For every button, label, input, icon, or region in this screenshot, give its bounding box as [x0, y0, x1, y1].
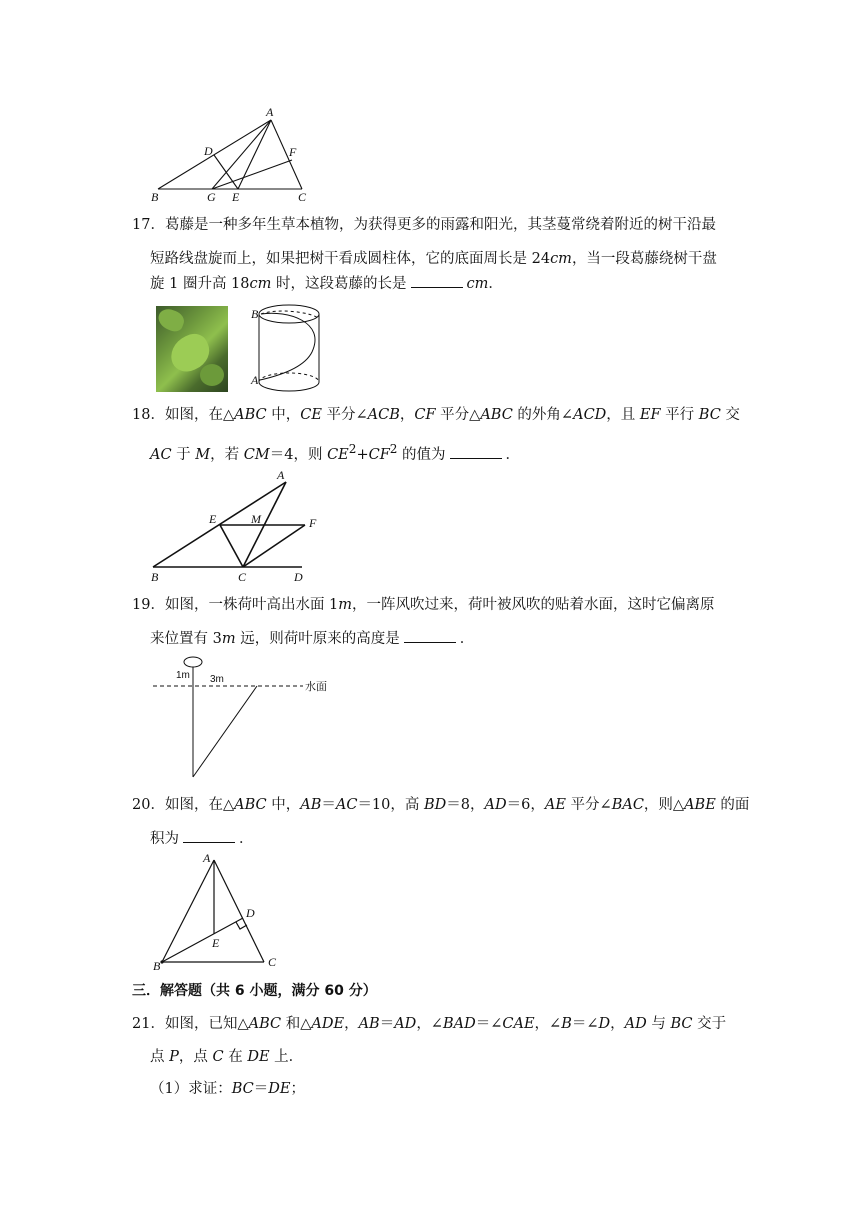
q19-line-1	[132, 595, 715, 615]
text-q18-line2_h: 2	[348, 442, 357, 456]
text-q21-line1_s: 与	[646, 1016, 671, 1032]
q17-line-2	[150, 249, 717, 269]
text-q18-line1_o: 平行	[660, 407, 699, 423]
text-q21-line2_e: 在	[223, 1049, 248, 1065]
text-q18-line1_b: ABC	[234, 407, 267, 423]
text-q18-line2_g: CE	[327, 446, 349, 463]
q20-line-1	[132, 795, 749, 815]
q19-line-2	[150, 628, 474, 649]
text-q21-line1_l: CAE	[502, 1016, 535, 1032]
text-q18-line1_d: CE	[300, 407, 322, 423]
figure-16-triangle	[0, 0, 860, 210]
fig20-label-C: C	[268, 955, 277, 969]
text-q18-line2_m: ．	[505, 446, 521, 463]
text-q18-line2_c: M	[195, 446, 211, 463]
fig19-label-3m: 3m	[210, 674, 224, 685]
fig16-label-B: B	[151, 190, 159, 204]
text-q21-line1_r: AD	[624, 1016, 647, 1032]
fig19-label-water: 水面	[305, 681, 327, 693]
text-q20-line1_a: 20．如图，在△	[132, 797, 235, 813]
fig16-label-A: A	[266, 105, 274, 119]
text-q21-line1_g: ＝	[379, 1016, 395, 1032]
figure-19-lotus	[0, 650, 860, 790]
text-q20-line1_l: AE	[544, 797, 566, 813]
text-q21-line2_g: 上．	[269, 1049, 304, 1065]
text-q20-line1_c: 中，	[266, 797, 301, 813]
answer-blank-20[interactable]	[183, 828, 235, 843]
text-q21-line1_m: ，∠	[534, 1016, 562, 1032]
fig16-label-D: D	[204, 144, 213, 158]
text-q18-line1_l: ACD	[573, 407, 607, 423]
text-q19-line2_c: 远，则荷叶原来的高度是	[235, 631, 400, 647]
text-q18-line1_f: ACB	[367, 407, 400, 423]
fig18-label-C: C	[238, 570, 247, 584]
text-q20-line1_e: ＝	[321, 797, 336, 813]
text-q21-line1_d: ADE	[311, 1016, 345, 1032]
text-q21-line1_k: ＝∠	[475, 1016, 503, 1032]
text-q20-line1_d: AB	[300, 797, 322, 813]
text-q21-line2_d: C	[212, 1049, 224, 1065]
text-q21-line1_u: 交于	[692, 1016, 727, 1032]
text-q17-line2_unit: cm	[550, 251, 572, 267]
figure-20-triangle	[0, 850, 860, 980]
text-q17-line3_end: cm	[466, 276, 489, 292]
text-q21-line1_p: D	[598, 1016, 611, 1032]
text-q17-line1: 17．葛藤是一种多年生草本植物，为获得更多的雨露和阳光，其茎蔓常绕着附近的树干沿最	[132, 217, 716, 233]
figure-17-cylinder	[248, 300, 368, 400]
text-q21-line1_a: 21．如图，已知△	[132, 1016, 249, 1032]
fig18-label-F: F	[309, 516, 317, 530]
text-q21-line1_o: ＝∠	[571, 1016, 599, 1032]
text-q21-line1_b: ABC	[248, 1016, 282, 1032]
text-q19-line2_d: ．	[459, 631, 475, 647]
text-q20-line1_m: 平分∠	[565, 797, 612, 813]
text-q19-line2_a: 来位置有 3	[150, 631, 222, 647]
text-q20-line1_f: AC	[335, 797, 358, 813]
text-q21-line1_n: B	[561, 1016, 572, 1032]
text-q21-line2_f: DE	[247, 1049, 270, 1065]
text-q21-part1_b: BC	[231, 1081, 254, 1097]
text-q18-line2_i: +	[356, 446, 369, 463]
text-q18-line2_k: 2	[389, 442, 398, 456]
fig18-label-A: A	[277, 468, 285, 482]
answer-blank-17[interactable]	[411, 273, 463, 288]
fig17-label-B: B	[251, 307, 259, 321]
text-q20-line2: 积为	[150, 831, 179, 847]
text-q18-line1_p: BC	[698, 407, 721, 423]
text-q18-line2_b: 于	[171, 446, 196, 463]
text-q18-line1_a: 18．如图，在△	[132, 407, 235, 423]
text-q20-line2_end: ．	[239, 831, 254, 847]
fig18-label-E: E	[209, 512, 217, 526]
fig17-label-A: A	[251, 373, 259, 387]
text-q21-line1_h: AD	[394, 1016, 417, 1032]
text-q18-line2_e: CM	[243, 446, 270, 463]
q21-part-1	[150, 1079, 305, 1099]
fig20-label-B: B	[153, 959, 161, 973]
text-q18-line1_m: ，且	[606, 407, 640, 423]
text-q18-line1_e: 平分∠	[321, 407, 368, 423]
fig18-label-M: M	[251, 512, 261, 526]
text-q18-line1_c: 中，	[266, 407, 301, 423]
fig20-label-E: E	[212, 936, 220, 950]
text-q17-line3: 旋 1 圈升高 18	[150, 276, 250, 292]
text-q20-line1_b: ABC	[234, 797, 267, 813]
fig18-label-B: B	[151, 570, 159, 584]
text-q21-line1_q: ，	[610, 1016, 625, 1032]
text-q18-line1_i: 平分△	[435, 407, 481, 423]
text-q20-line1_k: ＝6，	[506, 797, 545, 813]
text-q17-line2_end: ，当一段葛藤绕树干盘	[571, 251, 717, 267]
kudzu-vine-photo	[156, 306, 228, 392]
text-q17-line3_tail: ．	[488, 276, 503, 292]
text-q20-line1_g: ＝10，高	[357, 797, 424, 813]
text-q21-part1_e: ；	[290, 1081, 305, 1097]
text-q21-line1_j: BAD	[442, 1016, 476, 1032]
text-q20-line1_n: BAC	[611, 797, 644, 813]
figure-18-triangle	[0, 465, 860, 595]
text-q17-line3_unit: cm	[249, 276, 272, 292]
text-q21-part1_d: DE	[268, 1081, 291, 1097]
text-q18-line1_j: ABC	[480, 407, 513, 423]
text-q18-line2_f: ＝4，则	[269, 446, 328, 463]
fig16-label-F: F	[289, 145, 297, 159]
text-q18-line1_q: 交	[720, 407, 740, 423]
text-q21-line2_a: 点	[150, 1049, 170, 1065]
text-q19-line2_b: m	[221, 631, 236, 647]
q20-line-2	[150, 828, 254, 849]
fig16-label-G: G	[207, 190, 216, 204]
fig18-label-D: D	[294, 570, 303, 584]
text-q18-line1_k: 的外角∠	[512, 407, 574, 423]
fig20-label-D: D	[246, 906, 255, 920]
fig16-label-E: E	[232, 190, 240, 204]
text-q21-line1_t: BC	[670, 1016, 693, 1032]
text-q21-part1_c: ＝	[253, 1081, 269, 1097]
text-q20-line1_q: 的面	[715, 797, 750, 813]
text-q21-line1_c: 和△	[281, 1016, 312, 1032]
q21-line-2	[150, 1047, 303, 1067]
text-q21-line2_c: ，点	[178, 1049, 213, 1065]
answer-blank-18[interactable]	[450, 444, 502, 459]
text-q20-line1_o: ，则△	[643, 797, 685, 813]
text-q18-line1_n: EF	[639, 407, 661, 423]
text-q21-line2_b: P	[169, 1049, 179, 1065]
text-q21-line1_e: ，	[344, 1016, 359, 1032]
text-q21-part1_a: （1）求证：	[150, 1081, 232, 1097]
text-q18-line1_h: CF	[414, 407, 436, 423]
section-3-heading: 三．解答题（共 6 小题，满分 60 分）	[132, 983, 377, 999]
fig19-label-1m: 1m	[176, 670, 190, 681]
text-q18-line2_l: 的值为	[397, 446, 446, 463]
q17-line-3	[150, 273, 503, 294]
q21-line-1	[132, 1014, 726, 1034]
text-q19-line1_c: ，一阵风吹过来，荷叶被风吹的贴着水面，这时它偏离原	[352, 597, 715, 613]
text-q17-line3_mid: 时，这段葛藤的长是	[271, 276, 407, 292]
q18-line-2	[150, 439, 520, 465]
text-q20-line1_h: BD	[424, 797, 447, 813]
text-q19-line1_b: m	[338, 597, 353, 613]
answer-blank-19[interactable]	[404, 628, 456, 643]
fig16-label-C: C	[298, 190, 307, 204]
text-q21-line1_f: AB	[358, 1016, 380, 1032]
text-q17-line2: 短路线盘旋而上，如果把树干看成圆柱体，它的底面周长是 24	[150, 251, 551, 267]
text-q18-line2_a: AC	[150, 446, 172, 463]
text-q20-line1_j: AD	[484, 797, 507, 813]
fig20-label-A: A	[203, 851, 211, 865]
text-q20-line1_i: ＝8，	[446, 797, 485, 813]
text-q21-line1_i: ，∠	[416, 1016, 443, 1032]
q18-line-1	[132, 405, 740, 425]
text-q20-line1_p: ABE	[684, 797, 716, 813]
text-q18-line1_g: ，	[399, 407, 415, 423]
text-q18-line2_d: ，若	[210, 446, 244, 463]
q17-line-1	[132, 215, 716, 235]
text-q19-line1_a: 19．如图，一株荷叶高出水面 1	[132, 597, 339, 613]
text-q18-line2_j: CF	[368, 446, 390, 463]
